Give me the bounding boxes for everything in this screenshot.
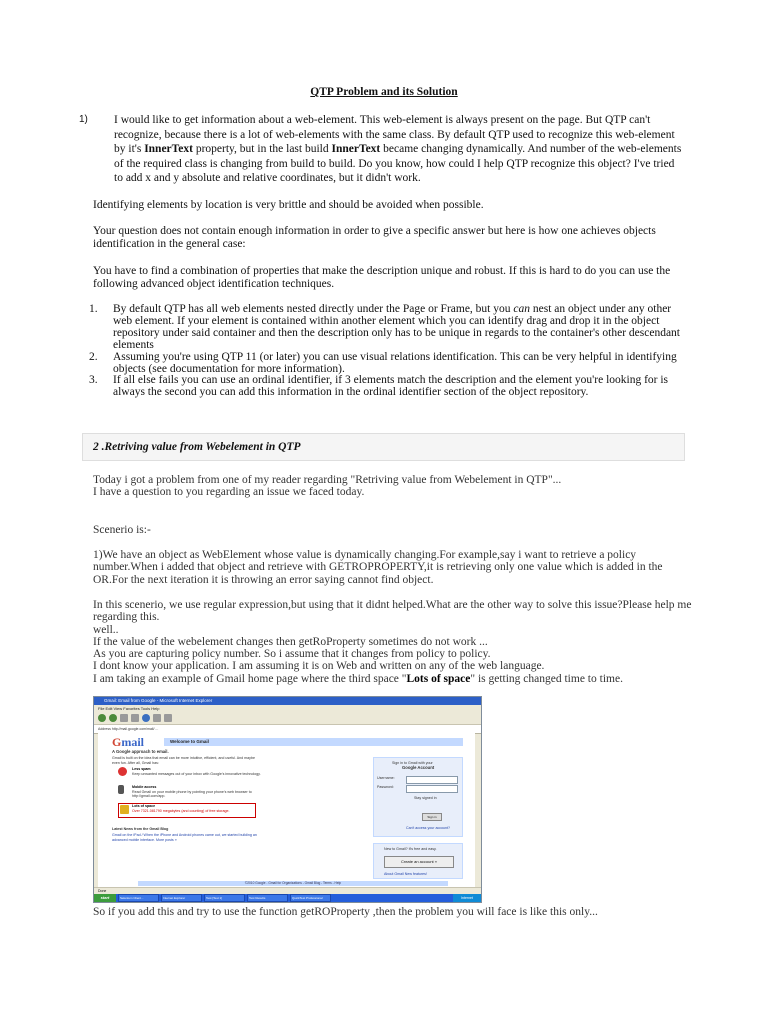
welcome-banner: Welcome to Gmail <box>164 738 463 746</box>
logo-letter: G <box>112 735 122 749</box>
discussion-line: As you are capturing policy number. So i assume that it changes from policy to policy. <box>93 648 491 661</box>
ie-toolbar <box>94 712 481 725</box>
feature-title: Lots of space <box>132 804 156 808</box>
approach-body: Gmail is built on the idea that email can be more intuitive, efficient, and useful. And maybe even fun. After all, Gmail has: <box>112 756 255 765</box>
list-text: nest an object under any other web element. If your element is contained within another element which you can identify drag and drop it in the object repository under said container and then the description only has to be unique in regards to the container's other descendant elements <box>113 303 680 351</box>
list-item <box>89 374 685 399</box>
question-text-part: property, but in the last build <box>192 143 332 155</box>
signin-title: Sign in to Gmail with your <box>392 761 433 765</box>
password-label: Password: <box>377 785 394 789</box>
stop-icon <box>120 714 128 722</box>
storage-icon <box>120 805 129 814</box>
answer-paragraph-2: Your question does not contain enough information in order to give a specific answer but here is how one achieves objects identification in the general case: <box>93 225 656 250</box>
ie-menubar: File Edit View Favorites Tools Help <box>94 705 481 712</box>
back-icon <box>98 714 106 722</box>
blog-body: Gmail on the iPad / When the iPhone and Android phones came out, we started building an advanced mobile interface. More posts » <box>112 833 257 842</box>
feature-title: Mobile access <box>132 785 157 789</box>
taskbar-item[interactable]: Internet Explorer <box>161 894 202 902</box>
technique-list <box>89 303 685 399</box>
list-item <box>89 303 685 352</box>
discussion-line: well.. <box>93 623 119 636</box>
list-item <box>89 350 685 376</box>
lots-of-space-bold: Lots of space <box>406 672 471 685</box>
discussion-line: In this scenerio, we use regular expression,but using that it didnt helped.What are the other way to solve this issue?Please help me regarding this. <box>93 599 692 624</box>
refresh-icon <box>131 714 139 722</box>
feature-less-spam <box>132 767 262 776</box>
stay-signed-in[interactable]: Stay signed in <box>414 796 437 800</box>
approach-heading: A Google approach to email. <box>112 749 169 754</box>
search-icon <box>153 714 161 722</box>
answer-paragraph-1: Identifying elements by location is very brittle and should be avoided when possible. <box>93 199 484 211</box>
forward-icon <box>109 714 117 722</box>
system-tray: Internet <box>453 894 481 902</box>
page-title: QTP Problem and its Solution <box>310 86 458 98</box>
gmail-screenshot-image <box>93 696 482 903</box>
feature-title: Less spam <box>132 767 151 771</box>
feature-body: Keep unwanted messages out of your inbox with Google's innovative technology. <box>132 771 261 776</box>
intro-line: Today i got a problem from one of my reader regarding "Retriving value from Webelement in QTP"... <box>93 474 562 486</box>
windows-taskbar <box>94 894 481 902</box>
scenerio-label: Scenerio is:- <box>93 524 151 536</box>
username-input[interactable] <box>406 776 458 784</box>
question-block <box>79 113 684 186</box>
discussion-text: I am taking an example of Gmail home page where the third space " <box>93 672 407 685</box>
taskbar-item[interactable]: Selenium Client... <box>118 894 159 902</box>
question-number: 1) <box>79 114 88 125</box>
create-account-button[interactable]: Create an account » <box>384 856 454 868</box>
about-links[interactable]: About Gmail New features! <box>384 872 427 876</box>
feature-body: Read Gmail on your mobile phone by pointing your phone's web browser to http://gmail.com/app. <box>132 789 252 799</box>
gmail-logo <box>112 735 144 750</box>
username-label: Username: <box>377 776 395 780</box>
section-2-heading: 2 .Retriving value from Webelement in QTP <box>82 433 685 461</box>
list-text: If all else fails you can use an ordinal identifier, if 3 elements match the description and the element you're looking for is always the second you can add this information in the ordinal identifier section of the object repository. <box>113 374 669 399</box>
discussion-line <box>93 673 693 685</box>
question-text-part: I would like to get information about a web-element. This web-element is always present on the page. But QTP can't recognize, because there is a lot of web-elements with the same class. By default QTP used to recognize this web-element by it's <box>114 114 675 155</box>
question-bold-innertext: InnerText <box>144 143 193 155</box>
list-text: By default QTP has all web elements nested directly under the Page or Frame, but you <box>113 303 514 315</box>
signin-account: Google Account <box>402 765 435 770</box>
favorites-icon <box>164 714 172 722</box>
signin-box <box>373 757 463 837</box>
scenerio-paragraph: 1)We have an object as WebElement whose value is dynamically changing.For example,say i want to retrieve a policy number.When i added that object and retrieve with GETROPROPERTY,it is retrieving only one value which is added in the OR.For the next iteration it is throwing an error saying cannot find object. <box>93 549 663 586</box>
ie-titlebar: Gmail: Email from Google - Microsoft Internet Explorer <box>94 697 481 705</box>
answer-paragraph-3: You have to find a combination of properties that make the description unique and robust. If this is hard to do you can use the following advanced object identification techniques. <box>93 265 671 290</box>
password-input[interactable] <box>406 785 458 793</box>
list-number: 1. <box>89 303 98 315</box>
list-number: 2. <box>89 350 98 363</box>
logo-rest: mail <box>121 735 145 749</box>
ie-address-bar: Address http://mail.google.com/mail/ ... <box>94 725 481 734</box>
no-spam-icon <box>118 767 127 776</box>
home-icon <box>142 714 150 722</box>
list-text: Assuming you're using QTP 11 (or later) you can use visual relations identification. This can be very helpful in identifying objects (see documentation for more information). <box>113 350 677 375</box>
feature-lots-of-space <box>132 804 252 813</box>
mobile-phone-icon <box>118 785 124 794</box>
signin-button[interactable]: Sign in <box>422 813 442 821</box>
discussion-line: I dont know your application. I am assuming it is on Web and written on any of the web language. <box>93 660 545 673</box>
taskbar-item[interactable]: QuickTest Professional <box>290 894 331 902</box>
ie-statusbar: Done <box>94 887 482 894</box>
list-number: 3. <box>89 374 98 387</box>
start-button[interactable]: start <box>94 894 116 902</box>
gmail-footer: ©2010 Google - Gmail for Organizations - Gmail Blog - Terms - Help <box>138 881 448 886</box>
intro-line: I have a question to you regarding an issue we faced today. <box>93 486 365 499</box>
list-emphasis: can <box>513 303 530 315</box>
discussion-line: If the value of the webelement changes then getRoProperty sometimes do not work ... <box>93 635 488 648</box>
question-bold-innertext: InnerText <box>331 143 381 155</box>
discussion-text: " is getting changed time to time. <box>470 672 623 685</box>
new-to-gmail: New to Gmail? It's free and easy. <box>384 847 437 851</box>
closing-line: So if you add this and try to use the function getROProperty ,then the problem you will face is like this only... <box>93 906 598 918</box>
taskbar-item[interactable]: Test [Test 1] <box>204 894 245 902</box>
blog-heading: Latest News from the Gmail Blog <box>112 827 169 831</box>
storage-counter: Over 7321.081790 megabytes (and counting) of free storage. <box>132 808 230 813</box>
feature-mobile <box>132 785 262 799</box>
taskbar-item[interactable]: Test Results <box>247 894 288 902</box>
question-text-part: became changing dynamically. And number of the web-elements of the required class is changing from build to build. Do you know, how could I help QTP recognize this object? I've tried to add x and y absolute and relative coordinates, but it didn't work. <box>114 143 682 184</box>
section-2-intro <box>93 474 693 499</box>
discussion-block <box>93 599 693 685</box>
gmail-page-content <box>98 733 475 887</box>
cant-access-link[interactable]: Can't access your account? <box>406 826 451 830</box>
create-account-box <box>373 843 463 879</box>
